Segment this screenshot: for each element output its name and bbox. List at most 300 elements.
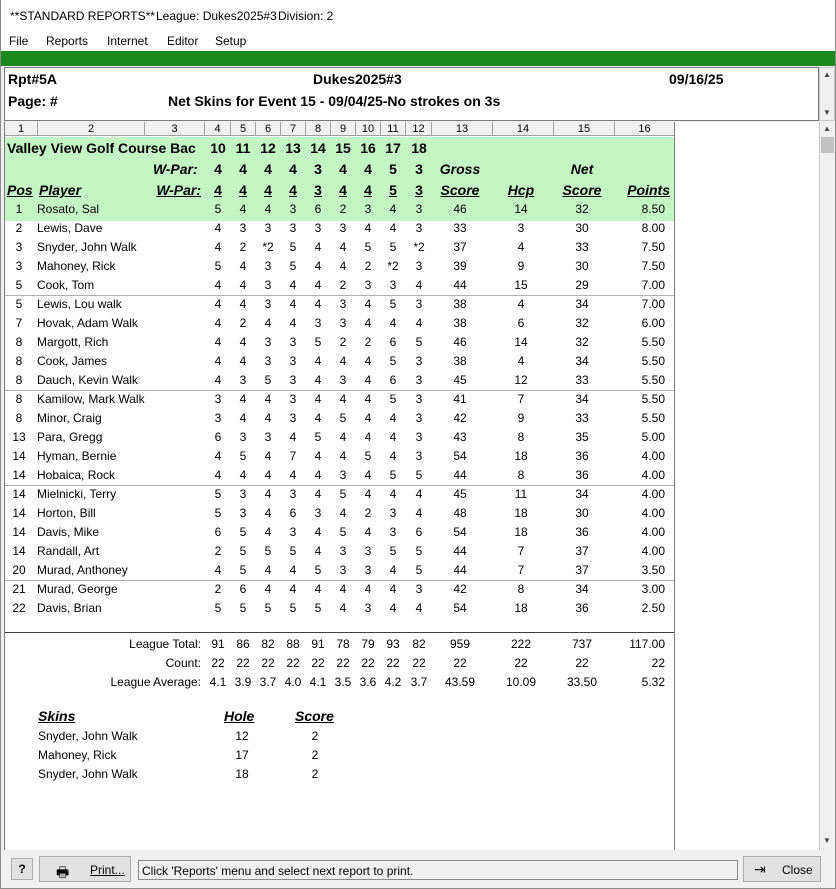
hole-score-cell: 4 bbox=[364, 221, 372, 235]
column-number: 11 bbox=[381, 122, 406, 136]
hole-score-cell: 5 bbox=[214, 259, 222, 273]
points-cell: 5.50 bbox=[641, 335, 665, 349]
division-label: Division: 2 bbox=[278, 9, 334, 23]
help-button[interactable] bbox=[11, 858, 33, 880]
hole-score-cell: 4 bbox=[314, 297, 322, 311]
hole-score-cell: 4 bbox=[415, 506, 423, 520]
hole-score-cell: 5 bbox=[239, 449, 247, 463]
hole-score-cell: 4 bbox=[264, 392, 272, 406]
points-cell: 7.50 bbox=[641, 240, 665, 254]
hole-score-cell: 4 bbox=[289, 563, 297, 577]
gross-cell: 54 bbox=[453, 449, 467, 463]
hcp-cell: 8 bbox=[517, 582, 525, 596]
hole-score-cell: 6 bbox=[214, 430, 222, 444]
menu-reports[interactable]: Reports bbox=[46, 34, 89, 48]
column-number: 16 bbox=[615, 122, 675, 136]
net-cell: 30 bbox=[575, 506, 589, 520]
hcp-cell: 9 bbox=[517, 411, 525, 425]
totals-hole-cell: 88 bbox=[286, 637, 300, 651]
pos-cell: 3 bbox=[15, 259, 23, 273]
hole-score-cell: *2 bbox=[262, 240, 274, 254]
column-ruler bbox=[5, 122, 675, 136]
player-header: Player bbox=[39, 182, 82, 198]
skins-hole-cell: 12 bbox=[235, 729, 249, 743]
totals-hole-cell: 86 bbox=[236, 637, 250, 651]
course-name: Valley View Golf Course Bac bbox=[7, 140, 196, 156]
hole-score-cell: 5 bbox=[214, 487, 222, 501]
totals-hcp-cell: 222 bbox=[510, 637, 532, 651]
scroll-down-icon[interactable]: ▼ bbox=[823, 836, 831, 845]
table-row bbox=[5, 333, 674, 352]
hole-score-cell: 4 bbox=[339, 430, 347, 444]
column-number: 13 bbox=[432, 122, 493, 136]
player-cell: Hovak, Adam Walk bbox=[37, 316, 138, 330]
net-cell: 35 bbox=[575, 430, 589, 444]
hole-score-cell: 3 bbox=[364, 563, 372, 577]
hcp-cell: 4 bbox=[517, 297, 525, 311]
hole-score-cell: 4 bbox=[314, 354, 322, 368]
table-row bbox=[5, 561, 674, 580]
hole-score-cell: 4 bbox=[214, 297, 222, 311]
hole-score-cell: 4 bbox=[289, 468, 297, 482]
hole-score-cell: 4 bbox=[314, 392, 322, 406]
column-number: 12 bbox=[406, 122, 432, 136]
net-cell: 36 bbox=[575, 525, 589, 539]
hole-score-cell: 5 bbox=[289, 240, 297, 254]
hcp-cell: 3 bbox=[517, 221, 525, 235]
hole-score-cell: 5 bbox=[389, 297, 397, 311]
column-number: 4 bbox=[205, 122, 231, 136]
hole-score-cell: 3 bbox=[289, 335, 297, 349]
hole-score-cell: 3 bbox=[314, 506, 322, 520]
pos-cell: 7 bbox=[15, 316, 23, 330]
totals-label: Count: bbox=[165, 656, 201, 670]
hole-score-cell: 4 bbox=[214, 240, 222, 254]
report-number: Rpt#5A bbox=[8, 71, 58, 87]
close-button[interactable] bbox=[743, 856, 821, 882]
hole-number: 14 bbox=[310, 140, 326, 156]
menu-file[interactable]: File bbox=[9, 34, 29, 48]
hole-score-cell: 5 bbox=[339, 411, 347, 425]
totals-row bbox=[5, 673, 674, 692]
table-row bbox=[5, 409, 674, 428]
close-label: Close bbox=[782, 863, 813, 877]
hole-score-cell: 3 bbox=[239, 487, 247, 501]
hole-score-cell: 4 bbox=[314, 487, 322, 501]
table-row bbox=[5, 314, 674, 333]
gross-cell: 39 bbox=[453, 259, 467, 273]
hole-score-cell: 5 bbox=[415, 563, 423, 577]
net-cell: 34 bbox=[575, 392, 589, 406]
print-label: Print... bbox=[90, 863, 125, 877]
player-cell: Kamilow, Mark Walk bbox=[37, 392, 145, 406]
pos-cell: 2 bbox=[15, 221, 23, 235]
hcp-cell: 12 bbox=[514, 373, 528, 387]
scroll-up-icon[interactable]: ▲ bbox=[823, 124, 831, 133]
points-cell: 8.00 bbox=[641, 221, 665, 235]
hole-score-cell: 4 bbox=[389, 601, 397, 615]
net-cell: 37 bbox=[575, 544, 589, 558]
net-cell: 36 bbox=[575, 601, 589, 615]
hole-score-cell: 6 bbox=[415, 525, 423, 539]
pos-cell: 21 bbox=[12, 582, 26, 596]
gross-cell: 41 bbox=[453, 392, 467, 406]
points-cell: 4.00 bbox=[641, 487, 665, 501]
hole-score-cell: 6 bbox=[289, 506, 297, 520]
player-cell: Murad, Anthoney bbox=[37, 563, 128, 577]
hole-score-cell: 4 bbox=[314, 278, 322, 292]
player-cell: Hobaica, Rock bbox=[37, 468, 116, 482]
wpar-value: 5 bbox=[389, 182, 397, 198]
skins-score-header: Score bbox=[295, 708, 334, 724]
hole-score-cell: 3 bbox=[415, 354, 423, 368]
hole-score-cell: 5 bbox=[415, 335, 423, 349]
totals-hole-cell: 22 bbox=[211, 656, 225, 670]
skins-header: Skins bbox=[38, 708, 76, 724]
hole-score-cell: 3 bbox=[239, 430, 247, 444]
hole-score-cell: 4 bbox=[339, 601, 347, 615]
hole-score-cell: 4 bbox=[364, 525, 372, 539]
totals-hole-cell: 22 bbox=[286, 656, 300, 670]
hole-score-cell: 6 bbox=[389, 373, 397, 387]
table-row bbox=[5, 352, 674, 371]
net-cell: 33 bbox=[575, 411, 589, 425]
hole-score-cell: 3 bbox=[415, 430, 423, 444]
hole-score-cell: 3 bbox=[289, 221, 297, 235]
column-number: 10 bbox=[356, 122, 381, 136]
hole-score-cell: 3 bbox=[339, 563, 347, 577]
hcp-cell: 9 bbox=[517, 259, 525, 273]
wpar-label: W-Par: bbox=[153, 161, 198, 177]
gross-cell: 42 bbox=[453, 582, 467, 596]
hole-score-cell: 2 bbox=[364, 335, 372, 349]
hole-score-cell: 4 bbox=[264, 202, 272, 216]
wpar-value: 5 bbox=[389, 161, 397, 177]
menu-editor[interactable]: Editor bbox=[167, 34, 199, 48]
player-cell: Dauch, Kevin Walk bbox=[37, 373, 138, 387]
pos-cell: 14 bbox=[12, 525, 26, 539]
hcp-cell: 14 bbox=[514, 202, 528, 216]
hole-score-cell: 3 bbox=[389, 278, 397, 292]
hole-score-cell: 4 bbox=[264, 525, 272, 539]
hole-score-cell: 3 bbox=[415, 202, 423, 216]
hole-score-cell: 4 bbox=[239, 297, 247, 311]
points-cell: 7.00 bbox=[641, 278, 665, 292]
points-cell: 4.00 bbox=[641, 544, 665, 558]
points-cell: 7.00 bbox=[641, 297, 665, 311]
totals-hole-cell: 91 bbox=[311, 637, 325, 651]
gross-cell: 45 bbox=[453, 487, 467, 501]
hole-number: 11 bbox=[235, 140, 251, 156]
wpar-value: 3 bbox=[314, 182, 322, 198]
points-header: Points bbox=[627, 182, 670, 198]
hole-score-cell: 4 bbox=[314, 468, 322, 482]
table-row bbox=[5, 219, 674, 238]
points-cell: 4.00 bbox=[641, 449, 665, 463]
hole-score-cell: 4 bbox=[214, 221, 222, 235]
net-score-header: Score bbox=[562, 182, 602, 198]
gross-cell: 54 bbox=[453, 525, 467, 539]
hole-score-cell: 3 bbox=[289, 525, 297, 539]
hole-score-cell: *2 bbox=[387, 259, 399, 273]
hole-score-cell: 5 bbox=[239, 563, 247, 577]
player-cell: Randall, Art bbox=[37, 544, 100, 558]
gross-cell: 43 bbox=[453, 430, 467, 444]
gross-cell: 38 bbox=[453, 354, 467, 368]
column-number: 7 bbox=[281, 122, 306, 136]
hole-score-cell: 4 bbox=[415, 601, 423, 615]
wpar-value: 4 bbox=[339, 161, 347, 177]
points-cell: 7.50 bbox=[641, 259, 665, 273]
hole-score-cell: 3 bbox=[364, 544, 372, 558]
player-cell: Cook, Tom bbox=[37, 278, 95, 292]
scroll-down-icon[interactable]: ▼ bbox=[823, 108, 831, 117]
hole-score-cell: 3 bbox=[264, 221, 272, 235]
totals-separator bbox=[5, 632, 674, 633]
gross-cell: 38 bbox=[453, 297, 467, 311]
hole-score-cell: 3 bbox=[415, 297, 423, 311]
net-cell: 37 bbox=[575, 563, 589, 577]
scroll-thumb[interactable] bbox=[821, 137, 834, 153]
hole-score-cell: 4 bbox=[364, 430, 372, 444]
hole-score-cell: 5 bbox=[239, 525, 247, 539]
hole-score-cell: 4 bbox=[314, 582, 322, 596]
points-cell: 4.00 bbox=[641, 506, 665, 520]
pos-cell: 8 bbox=[15, 335, 23, 349]
net-cell: 33 bbox=[575, 373, 589, 387]
help-icon: ? bbox=[18, 862, 26, 876]
hole-score-cell: 5 bbox=[389, 392, 397, 406]
hole-score-cell: 4 bbox=[415, 278, 423, 292]
hole-score-cell: 4 bbox=[389, 316, 397, 330]
totals-hole-cell: 4.1 bbox=[309, 675, 327, 689]
hcp-cell: 4 bbox=[517, 354, 525, 368]
points-cell: 6.00 bbox=[641, 316, 665, 330]
hole-score-cell: 3 bbox=[314, 316, 322, 330]
column-number: 2 bbox=[38, 122, 145, 136]
wpar-value: 4 bbox=[364, 161, 372, 177]
hole-score-cell: 3 bbox=[339, 373, 347, 387]
pos-cell: 8 bbox=[15, 354, 23, 368]
hole-score-cell: 4 bbox=[339, 240, 347, 254]
hole-score-cell: 4 bbox=[239, 468, 247, 482]
wpar-value: 4 bbox=[339, 182, 347, 198]
hole-score-cell: 3 bbox=[289, 354, 297, 368]
player-cell: Snyder, John Walk bbox=[37, 240, 137, 254]
hole-score-cell: 3 bbox=[364, 601, 372, 615]
hole-score-cell: 5 bbox=[289, 544, 297, 558]
hole-score-cell: 3 bbox=[239, 506, 247, 520]
totals-row bbox=[5, 654, 674, 673]
hole-score-cell: 4 bbox=[264, 449, 272, 463]
gross-cell: 44 bbox=[453, 468, 467, 482]
net-cell: 34 bbox=[575, 354, 589, 368]
hole-score-cell: 4 bbox=[289, 582, 297, 596]
hole-score-cell: 3 bbox=[415, 259, 423, 273]
player-cell: Hyman, Bernie bbox=[37, 449, 117, 463]
hole-score-cell: 4 bbox=[389, 202, 397, 216]
hcp-cell: 7 bbox=[517, 563, 525, 577]
net-cell: 34 bbox=[575, 487, 589, 501]
hole-score-cell: 4 bbox=[314, 525, 322, 539]
hole-score-cell: 4 bbox=[239, 259, 247, 273]
gross-cell: 42 bbox=[453, 411, 467, 425]
hole-score-cell: 4 bbox=[339, 582, 347, 596]
hole-score-cell: 4 bbox=[314, 259, 322, 273]
hole-score-cell: 4 bbox=[214, 335, 222, 349]
skins-hole-cell: 18 bbox=[235, 767, 249, 781]
hole-score-cell: 3 bbox=[339, 297, 347, 311]
totals-hole-cell: 93 bbox=[386, 637, 400, 651]
wpar-value: 4 bbox=[239, 182, 247, 198]
header-scrollbar[interactable] bbox=[819, 67, 835, 121]
totals-hole-cell: 3.6 bbox=[359, 675, 377, 689]
hole-score-cell: 4 bbox=[364, 373, 372, 387]
hole-score-cell: 5 bbox=[415, 544, 423, 558]
gross-cell: 48 bbox=[453, 506, 467, 520]
hole-score-cell: 7 bbox=[289, 449, 297, 463]
hole-score-cell: 3 bbox=[264, 278, 272, 292]
player-cell: Mahoney, Rick bbox=[37, 259, 116, 273]
hole-score-cell: 3 bbox=[339, 468, 347, 482]
hole-score-cell: 3 bbox=[214, 392, 222, 406]
report-margin-line bbox=[674, 122, 675, 850]
totals-hole-cell: 3.7 bbox=[410, 675, 428, 689]
wpar-value: 3 bbox=[415, 182, 423, 198]
totals-hole-cell: 4.0 bbox=[284, 675, 302, 689]
totals-hole-cell: 82 bbox=[261, 637, 275, 651]
hole-score-cell: 3 bbox=[264, 354, 272, 368]
hole-score-cell: 5 bbox=[314, 335, 322, 349]
wpar-value: 4 bbox=[289, 182, 297, 198]
totals-hole-cell: 22 bbox=[361, 656, 375, 670]
hole-score-cell: 5 bbox=[364, 449, 372, 463]
totals-hole-cell: 3.9 bbox=[234, 675, 252, 689]
wpar-label: W-Par: bbox=[156, 182, 201, 198]
skins-player-cell: Snyder, John Walk bbox=[38, 767, 138, 781]
points-cell: 3.00 bbox=[641, 582, 665, 596]
pos-cell: 5 bbox=[15, 278, 23, 292]
skins-score-cell: 2 bbox=[311, 729, 319, 743]
totals-hole-cell: 22 bbox=[311, 656, 325, 670]
gross-cell: 44 bbox=[453, 563, 467, 577]
gross-cell: 44 bbox=[453, 544, 467, 558]
totals-gross-cell: 43.59 bbox=[444, 675, 476, 689]
pos-cell: 14 bbox=[12, 487, 26, 501]
net-cell: 34 bbox=[575, 582, 589, 596]
hole-number: 18 bbox=[411, 140, 427, 156]
net-cell: 32 bbox=[575, 316, 589, 330]
hole-score-cell: 3 bbox=[415, 221, 423, 235]
hole-score-cell: 5 bbox=[389, 468, 397, 482]
hole-score-cell: 4 bbox=[239, 354, 247, 368]
hole-score-cell: 4 bbox=[264, 468, 272, 482]
hcp-cell: 15 bbox=[514, 278, 528, 292]
hole-score-cell: 5 bbox=[289, 601, 297, 615]
points-cell: 5.00 bbox=[641, 430, 665, 444]
hole-score-cell: 3 bbox=[264, 259, 272, 273]
menu-internet[interactable]: Internet bbox=[107, 34, 148, 48]
hcp-cell: 18 bbox=[514, 449, 528, 463]
column-number: 14 bbox=[493, 122, 554, 136]
totals-hole-cell: 79 bbox=[361, 637, 375, 651]
pos-cell: 14 bbox=[12, 506, 26, 520]
hcp-cell: 6 bbox=[517, 316, 525, 330]
hole-score-cell: 4 bbox=[364, 392, 372, 406]
hole-score-cell: *2 bbox=[413, 240, 425, 254]
hole-score-cell: 5 bbox=[239, 544, 247, 558]
pos-cell: 8 bbox=[15, 373, 23, 387]
column-number: 8 bbox=[306, 122, 331, 136]
hole-score-cell: 3 bbox=[264, 430, 272, 444]
points-cell: 8.50 bbox=[641, 202, 665, 216]
hole-score-cell: 4 bbox=[364, 297, 372, 311]
exit-door-icon: ⇥ bbox=[754, 861, 766, 877]
hole-score-cell: 2 bbox=[214, 582, 222, 596]
player-cell: Margott, Rich bbox=[37, 335, 109, 349]
hole-score-cell: 5 bbox=[264, 373, 272, 387]
status-bar: Click 'Reports' menu and select next report to print. bbox=[138, 860, 738, 880]
hole-score-cell: 4 bbox=[264, 506, 272, 520]
report-body bbox=[4, 122, 819, 850]
hcp-cell: 4 bbox=[517, 240, 525, 254]
report-scrollbar[interactable] bbox=[819, 122, 835, 850]
hole-score-cell: 4 bbox=[214, 278, 222, 292]
table-row bbox=[5, 276, 674, 295]
totals-gross-cell: 959 bbox=[449, 637, 471, 651]
hole-score-cell: 4 bbox=[339, 392, 347, 406]
totals-label: League Average: bbox=[110, 675, 201, 689]
gross-cell: 46 bbox=[453, 335, 467, 349]
menu-setup[interactable]: Setup bbox=[215, 34, 247, 48]
player-cell: Murad, George bbox=[37, 582, 118, 596]
hole-score-cell: 5 bbox=[339, 525, 347, 539]
pos-cell: 22 bbox=[12, 601, 26, 615]
hole-score-cell: 2 bbox=[364, 506, 372, 520]
hole-score-cell: 2 bbox=[339, 202, 347, 216]
report-subtitle: Net Skins for Event 15 - 09/04/25-No strokes on 3s bbox=[168, 93, 501, 109]
wpar-value: 4 bbox=[364, 182, 372, 198]
column-number: 6 bbox=[256, 122, 281, 136]
hole-score-cell: 4 bbox=[364, 316, 372, 330]
hole-score-cell: 4 bbox=[289, 297, 297, 311]
hcp-cell: 14 bbox=[514, 335, 528, 349]
hole-score-cell: 3 bbox=[339, 221, 347, 235]
net-cell: 32 bbox=[575, 335, 589, 349]
hole-score-cell: 3 bbox=[289, 202, 297, 216]
hcp-header: Hcp bbox=[507, 182, 535, 198]
net-cell: 30 bbox=[575, 221, 589, 235]
print-button[interactable] bbox=[39, 856, 131, 882]
scroll-up-icon[interactable]: ▲ bbox=[823, 70, 831, 79]
league-name: Dukes2025#3 bbox=[313, 71, 402, 87]
wpar-value: 3 bbox=[314, 161, 322, 177]
hole-score-cell: 5 bbox=[214, 202, 222, 216]
hole-score-cell: 5 bbox=[289, 259, 297, 273]
gross-cell: 38 bbox=[453, 316, 467, 330]
green-banner bbox=[1, 51, 835, 66]
hole-score-cell: 4 bbox=[364, 411, 372, 425]
hole-score-cell: 4 bbox=[364, 487, 372, 501]
hole-score-cell: 4 bbox=[339, 506, 347, 520]
net-cell: 34 bbox=[575, 297, 589, 311]
hole-score-cell: 4 bbox=[214, 373, 222, 387]
column-number: 9 bbox=[331, 122, 356, 136]
hole-score-cell: 2 bbox=[214, 544, 222, 558]
hole-score-cell: 4 bbox=[289, 430, 297, 444]
player-cell: Mielnicki, Terry bbox=[37, 487, 117, 501]
skins-row bbox=[5, 727, 674, 746]
